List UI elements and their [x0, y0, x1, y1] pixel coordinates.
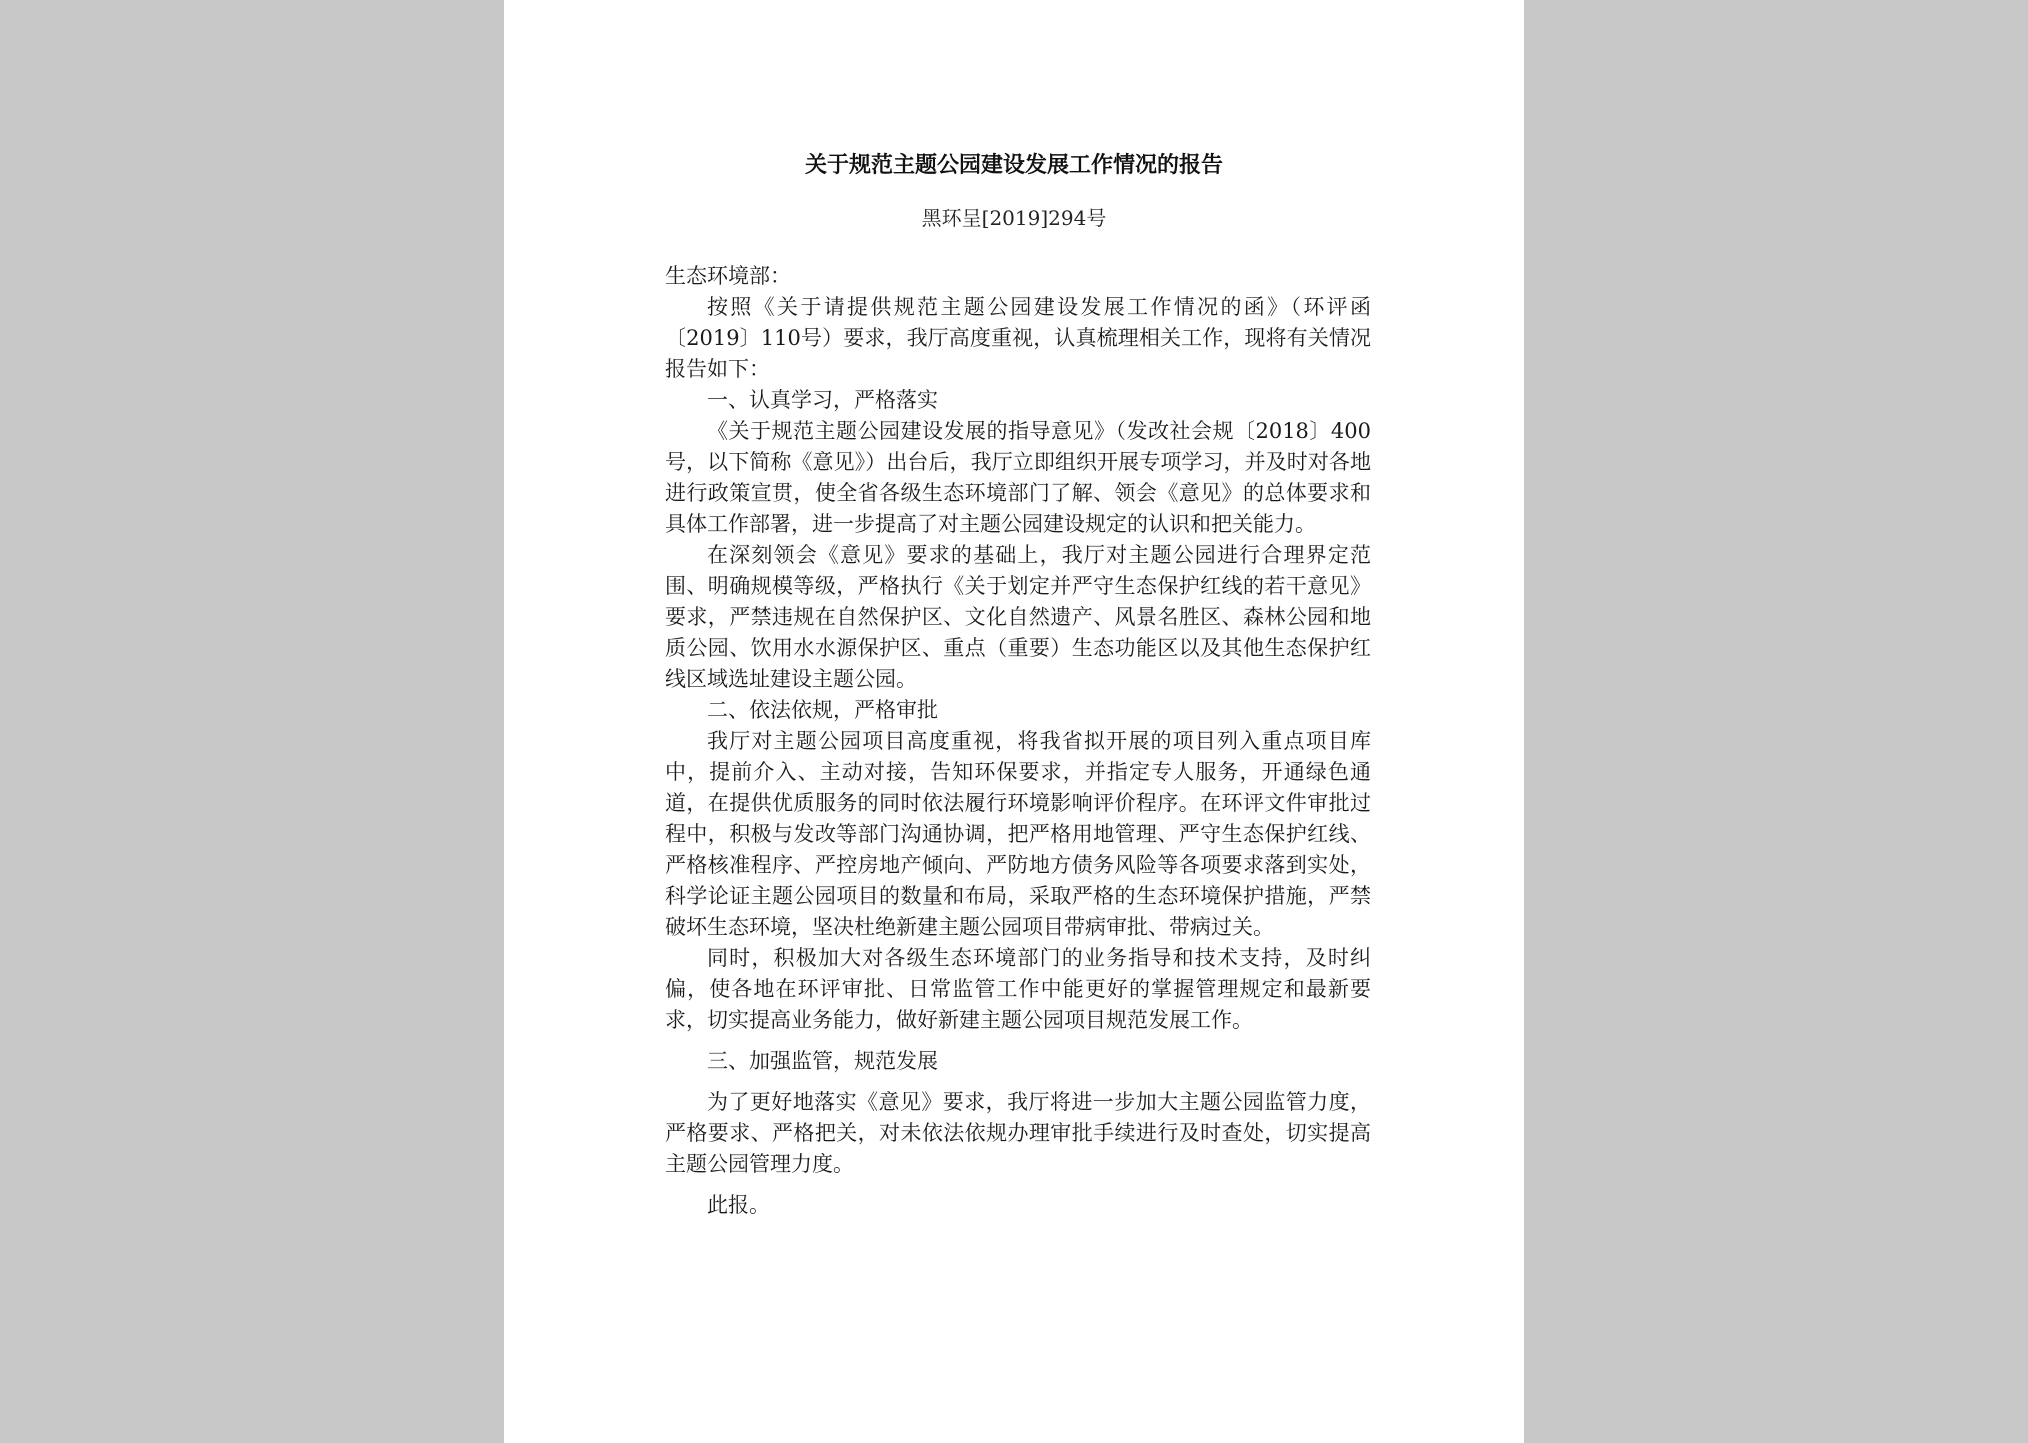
- document-title: 关于规范主题公园建设发展工作情况的报告: [804, 152, 1223, 178]
- paragraph: 我厅对主题公园项目高度重视，将我省拟开展的项目列入重点项目库中，提前介入、主动对接，告知环保要求，并指定专人服务，开通绿色通道，在提供优质服务的同时依法履行环境影响评价程序。在环评文件审批过程中，积极与发改等部门沟通协调，把严格用地管理、严守生态保护红线、严格核准程序、严控房地产倾向、严防地方债务风险等各项要求落到实处，科学论证主题公园项目的数量和布局，采取严格的生态环境保护措施，严禁破坏生态环境，坚决杜绝新建主题公园项目带病审批、带病过关。: [665, 729, 1371, 939]
- document-body: [665, 261, 1371, 1221]
- document-page: [504, 0, 1524, 1443]
- paragraph: 在深刻领会《意见》要求的基础上，我厅对主题公园进行合理界定范围、明确规模等级，严格执行《关于划定并严守生态保护红线的若干意见》要求，严禁违规在自然保护区、文化自然遗产、风景名胜区、森林公园和地质公园、饮用水水源保护区、重点（重要）生态功能区以及其他生态保护红线区域选址建设主题公园。: [665, 543, 1371, 691]
- paragraph-intro: 按照《关于请提供规范主题公园建设发展工作情况的函》（环评函〔2019〕110号）要求，我厅高度重视，认真梳理相关工作，现将有关情况报告如下：: [665, 295, 1371, 381]
- closing: 此报。: [707, 1193, 770, 1217]
- paragraph: 同时，积极加大对各级生态环境部门的业务指导和技术支持，及时纠偏，使各地在环评审批、日常监管工作中能更好的掌握管理规定和最新要求，切实提高业务能力，做好新建主题公园项目规范发展工作。: [665, 946, 1371, 1032]
- document-number: 黑环呈[2019]294号: [921, 206, 1107, 230]
- paragraph: 《关于规范主题公园建设发展的指导意见》（发改社会规〔2018〕400号，以下简称《意见》）出台后，我厅立即组织开展专项学习，并及时对各地进行政策宣贯，使全省各级生态环境部门了解、领会《意见》的总体要求和具体工作部署，进一步提高了对主题公园建设规定的认识和把关能力。: [665, 419, 1371, 536]
- section-heading-2: 二、依法依规，严格审批: [707, 698, 938, 722]
- salutation: 生态环境部：: [665, 264, 791, 288]
- section-heading-3: 三、加强监管，规范发展: [707, 1049, 938, 1073]
- section-heading-1: 一、认真学习，严格落实: [707, 388, 938, 412]
- paragraph: 为了更好地落实《意见》要求，我厅将进一步加大主题公园监管力度，严格要求、严格把关，对未依法依规办理审批手续进行及时查处，切实提高主题公园管理力度。: [665, 1090, 1371, 1176]
